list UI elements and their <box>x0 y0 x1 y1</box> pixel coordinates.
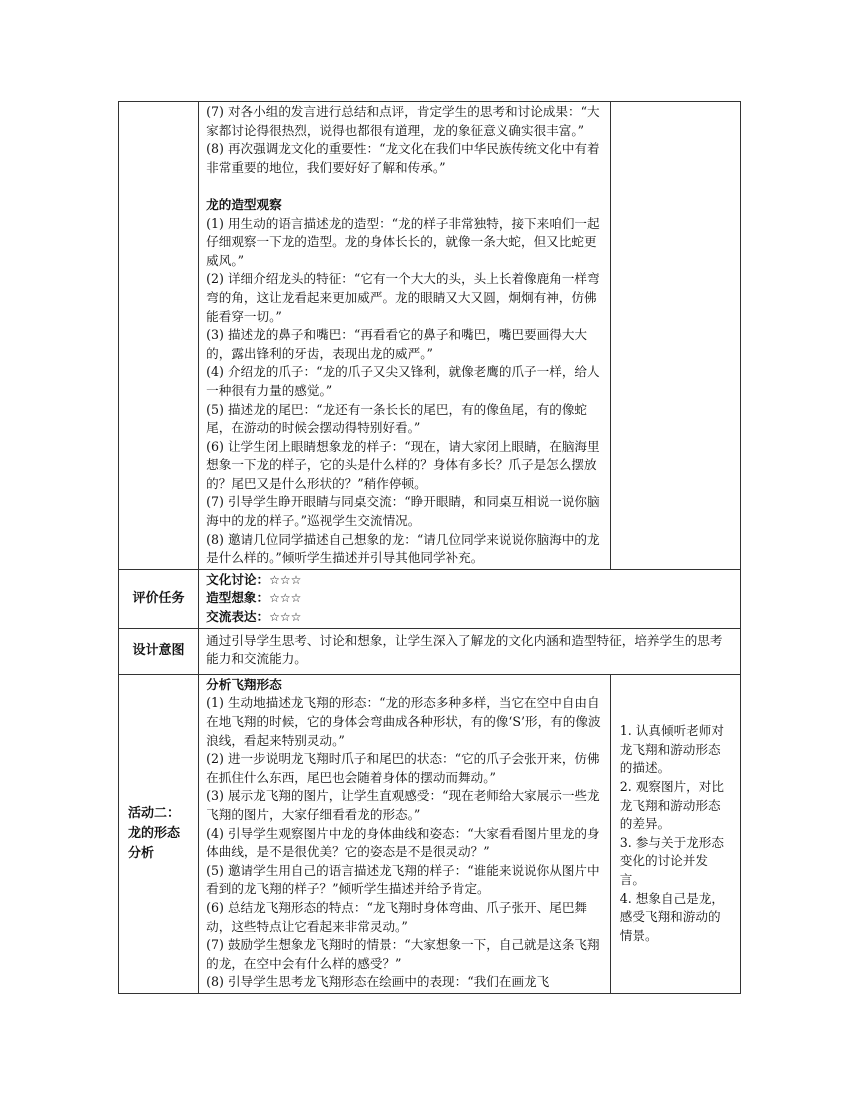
activity2-content-cell <box>199 674 611 993</box>
rating-name: 文化讨论： <box>206 571 270 587</box>
activity2-row <box>119 674 741 993</box>
design-intent-row <box>119 628 741 674</box>
shape-step-8: (8) 邀请几位同学描述自己想象的龙：“请几位同学来说说你脑海中的龙是什么样的。”倾听学生描述并引导其他同学补充。 <box>206 531 600 566</box>
shape-step-1: (1) 用生动的语言描述龙的造型：“龙的样子非常独特，接下来咱们一起仔细观察一下龙的造型。龙的身体长长的，就像一条大蛇，但又比蛇更威风。” <box>206 215 600 268</box>
shape-step-5: (5) 描述龙的尾巴：“龙还有一条长长的尾巴，有的像鱼尾，有的像蛇尾，在游动的时候会摆动得特别好看。” <box>206 401 588 436</box>
flight-form-title: 分析飞翔形态 <box>206 676 282 692</box>
rating-culture-discussion <box>206 571 735 590</box>
shape-step-6: (6) 让学生闭上眼睛想象龙的样子：“现在，请大家闭上眼睛，在脑海里想象一下龙的样子，它的头是什么样的？身体有多长？爪子是怎么摆放的？尾巴又是什么形状的？”稍作停顿。 <box>206 438 600 491</box>
activity2-label-line1: 活动二： <box>128 805 181 821</box>
shape-step-4: (4) 介绍龙的爪子：“龙的爪子又尖又锋利，就像老鹰的爪子一样，给人一种很有力量的感觉。” <box>206 364 600 398</box>
rating-name: 造型想象： <box>206 590 270 606</box>
design-intent-text: 通过引导学生思考、讨论和想象，让学生深入了解龙的文化内涵和造型特征，培养学生的思考能力和交流能力。 <box>206 632 723 667</box>
flight-step-1: (1) 生动地描述龙飞翔的形态：“龙的形态多种多样，当它在空中自由自在地飞翔的时候，它的身体会弯曲成各种形状，有的像‘S’形，有的像波浪线，看起来特别灵动。” <box>206 695 601 748</box>
evaluation-row <box>119 569 741 628</box>
evaluation-label: 评价任务 <box>132 590 185 606</box>
activity1-continued-row <box>119 102 741 570</box>
lesson-plan-table <box>118 101 741 994</box>
student-activity-cell <box>610 674 740 993</box>
flight-step-3: (3) 展示龙飞翔的图片，让学生直观感受：“现在老师给大家展示一些龙飞翔的图片，大家仔细看看龙的形态。” <box>206 788 600 822</box>
flight-step-5: (5) 邀请学生用自己的语言描述龙飞翔的样子：“谁能来说说你从图片中看到的龙飞翔的样子？”倾听学生描述并给予肯定。 <box>206 862 600 897</box>
summary-step-8: (8) 再次强调龙文化的重要性：“龙文化在我们中华民族传统文化中有着非常重要的地位，我们要好好了解和传承。” <box>206 141 600 175</box>
summary-step-7: (7) 对各小组的发言进行总结和点评，肯定学生的思考和讨论成果：“大家都讨论得很热烈，说得也都很有道理，龙的象征意义确实很丰富。” <box>206 104 600 138</box>
student-activity-1: 1. 认真倾听老师对龙飞翔和游动形态的描述。 <box>619 723 724 776</box>
flight-step-7: (7) 鼓励学生想象龙飞翔时的情景：“大家想象一下，自己就是这条飞翔的龙，在空中会有什么样的感受？” <box>206 937 600 971</box>
rating-name: 交流表达： <box>206 609 270 625</box>
design-content-cell <box>199 628 741 674</box>
shape-observation-title: 龙的造型观察 <box>206 196 282 212</box>
shape-step-7: (7) 引导学生睁开眼睛与同桌交流：“睁开眼睛，和同桌互相说一说你脑海中的龙的样子。”巡视学生交流情况。 <box>206 494 600 529</box>
design-label: 设计意图 <box>132 643 185 659</box>
row1-label-cell <box>119 102 199 570</box>
row1-content-cell <box>199 102 611 570</box>
flight-step-2: (2) 进一步说明龙飞翔时爪子和尾巴的状态：“它的爪子会张开来，仿佛在抓住什么东西，尾巴也会随着身体的摆动而舞动。” <box>206 751 600 785</box>
activity2-label <box>119 804 198 864</box>
star-rating-icon: ☆☆☆ <box>269 591 302 606</box>
flight-step-6: (6) 总结龙飞翔形态的特点：“龙飞翔时身体弯曲、爪子张开、尾巴舞动，这些特点让它看起来非常灵动。” <box>206 899 588 934</box>
evaluation-label-cell <box>119 569 199 628</box>
shape-step-3: (3) 描述龙的鼻子和嘴巴：“再看看它的鼻子和嘴巴，嘴巴要画得大大的，露出锋利的牙齿，表现出龙的威严。” <box>206 327 588 361</box>
shape-step-2: (2) 详细介绍龙头的特征：“它有一个大大的头，头上长着像鹿角一样弯弯的角，这让龙看起来更加威严。龙的眼睛又大又圆，炯炯有神，仿佛能看穿一切。” <box>206 271 600 324</box>
flight-step-4: (4) 引导学生观察图片中龙的身体曲线和姿态：“大家看看图片里龙的身体曲线，是不是很优美？它的姿态是不是很灵动？” <box>206 825 600 860</box>
evaluation-content-cell <box>199 569 741 628</box>
student-activity-2: 2. 观察图片，对比龙飞翔和游动形态的差异。 <box>619 779 724 832</box>
activity2-label-line3: 分析 <box>128 845 155 861</box>
student-activity-3: 3. 参与关于龙形态变化的讨论并发言。 <box>619 834 724 888</box>
activity2-label-cell <box>119 674 199 993</box>
flight-step-8: (8) 引导学生思考龙飞翔形态在绘画中的表现：“我们在画龙飞 <box>206 974 550 990</box>
rating-communication <box>206 608 735 627</box>
row1-student-cell <box>610 102 740 570</box>
activity2-label-line2: 龙的形态 <box>128 825 181 841</box>
student-activity-4: 4. 想象自己是龙，感受飞翔和游动的情景。 <box>619 890 724 943</box>
rating-shape-imagination <box>206 589 735 608</box>
design-label-cell <box>119 628 199 674</box>
star-rating-icon: ☆☆☆ <box>269 610 302 625</box>
star-rating-icon: ☆☆☆ <box>269 572 302 587</box>
